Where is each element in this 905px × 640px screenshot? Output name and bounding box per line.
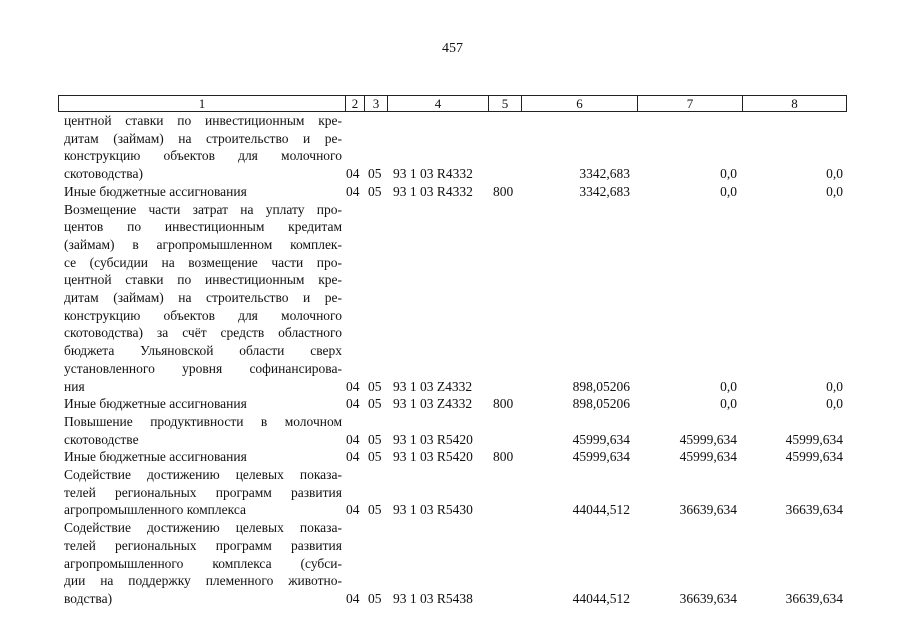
header-col-3: 3 <box>372 96 380 111</box>
amount-col-8: 0,0 <box>826 378 843 394</box>
amount-col-7: 45999,634 <box>679 431 737 447</box>
row-description: водства) <box>64 590 113 606</box>
amount-col-8: 0,0 <box>826 166 843 182</box>
row-description: центной ставки по инвестиционным кре- <box>64 272 342 288</box>
header-col-8: 8 <box>791 96 798 111</box>
row-description: агропромышленного комплекса <box>64 502 246 518</box>
razdel-code: 04 <box>346 378 360 394</box>
razdel-code: 04 <box>346 396 360 412</box>
expense-type-code: 800 <box>493 449 514 465</box>
table-row <box>0 361 905 378</box>
row-description: установленного уровня софинансирова- <box>64 360 342 376</box>
row-description: центов по инвестиционным кредитам <box>64 219 342 235</box>
table-row <box>0 148 905 165</box>
row-description: Содействие достижению целевых показа- <box>64 467 342 482</box>
amount-col-6: 898,05206 <box>572 396 630 412</box>
amount-col-8: 36639,634 <box>785 590 843 606</box>
table-row <box>0 113 905 130</box>
row-description: Иные бюджетные ассигнования <box>64 183 247 199</box>
row-description: конструкцию объектов для молочного <box>64 148 342 164</box>
razdel-code: 04 <box>346 183 360 199</box>
target-article-code: 93 1 03 R4332 <box>393 183 473 199</box>
target-article-code: 93 1 03 Z4332 <box>393 378 473 394</box>
row-description: Возмещение части затрат на уплату про- <box>64 201 342 217</box>
table-row <box>0 255 905 272</box>
podrazdel-code: 05 <box>368 166 382 182</box>
table-row <box>0 343 905 360</box>
podrazdel-code: 05 <box>368 378 382 394</box>
page-number: 457 <box>442 41 463 56</box>
amount-col-7: 45999,634 <box>679 449 737 465</box>
header-col-1: 1 <box>198 96 206 111</box>
row-description: конструкцию объектов для молочного <box>64 307 342 323</box>
podrazdel-code: 05 <box>368 590 382 606</box>
header-col-7: 7 <box>686 96 694 111</box>
row-description: центной ставки по инвестиционным кре- <box>64 113 342 128</box>
header-col-6: 6 <box>576 96 583 111</box>
table-row <box>0 467 905 484</box>
row-description: скотоводства) <box>64 166 143 182</box>
table-row <box>0 308 905 325</box>
target-article-code: 93 1 03 R4332 <box>393 166 473 182</box>
amount-col-6: 3342,683 <box>579 166 630 182</box>
amount-col-6: 45999,634 <box>572 431 630 447</box>
target-article-code: 93 1 03 R5420 <box>393 449 473 465</box>
header-col-4: 4 <box>434 96 442 111</box>
table-row <box>0 591 905 608</box>
table-row <box>0 538 905 555</box>
table-row <box>0 237 905 254</box>
table-row <box>0 202 905 219</box>
expense-type-code: 800 <box>493 396 514 412</box>
row-description: се (субсидии на возмещение части про- <box>64 254 342 270</box>
table-row <box>0 131 905 148</box>
row-description: Иные бюджетные ассигнования <box>64 396 247 412</box>
amount-col-6: 898,05206 <box>572 378 630 394</box>
table-row <box>0 166 905 183</box>
table-row <box>0 502 905 519</box>
row-description: Повышение продуктивности в молочном <box>64 413 342 429</box>
table-row <box>0 414 905 431</box>
amount-col-7: 36639,634 <box>679 502 737 518</box>
podrazdel-code: 05 <box>368 449 382 465</box>
table-row <box>0 520 905 537</box>
amount-col-7: 0,0 <box>720 183 737 199</box>
row-description: скотоводстве <box>64 431 139 447</box>
target-article-code: 93 1 03 R5438 <box>393 590 473 606</box>
row-description: скотоводства) за счёт средств областного <box>64 325 342 341</box>
amount-col-7: 0,0 <box>720 396 737 412</box>
header-col-2: 2 <box>351 96 359 111</box>
amount-col-8: 36639,634 <box>785 502 843 518</box>
table-row <box>0 573 905 590</box>
amount-col-8: 45999,634 <box>785 431 843 447</box>
razdel-code: 04 <box>346 431 360 447</box>
target-article-code: 93 1 03 R5420 <box>393 431 473 447</box>
table-row <box>0 184 905 201</box>
amount-col-7: 0,0 <box>720 166 737 182</box>
table-header <box>58 95 847 112</box>
expense-type-code: 800 <box>493 183 514 199</box>
row-description: Содействие достижению целевых показа- <box>64 520 342 536</box>
row-description: (займам) в агропромышленном комплек- <box>64 236 342 252</box>
table-row <box>0 432 905 449</box>
razdel-code: 04 <box>346 166 360 182</box>
amount-col-8: 0,0 <box>826 183 843 199</box>
table-row <box>0 325 905 342</box>
row-description: ния <box>64 378 85 394</box>
row-description: дии на поддержку племенного животно- <box>64 573 342 589</box>
table-row <box>0 556 905 573</box>
row-description: дитам (займам) на строительство и ре- <box>64 130 342 146</box>
row-description: телей региональных программ развития <box>64 537 342 553</box>
table-row <box>0 272 905 289</box>
row-description: дитам (займам) на строительство и ре- <box>64 290 342 305</box>
table-row <box>0 219 905 236</box>
amount-col-7: 0,0 <box>720 378 737 394</box>
amount-col-6: 45999,634 <box>572 449 630 465</box>
table-row <box>0 449 905 466</box>
amount-col-7: 36639,634 <box>679 590 737 606</box>
row-description: агропромышленного комплекса (субси- <box>64 555 342 571</box>
table-row <box>0 396 905 413</box>
row-description: бюджета Ульяновской области сверх <box>64 343 342 359</box>
amount-col-6: 3342,683 <box>579 183 630 199</box>
podrazdel-code: 05 <box>368 431 382 447</box>
razdel-code: 04 <box>346 449 360 465</box>
target-article-code: 93 1 03 R5430 <box>393 502 473 518</box>
table-row <box>0 290 905 307</box>
podrazdel-code: 05 <box>368 183 382 199</box>
table-row <box>0 379 905 396</box>
podrazdel-code: 05 <box>368 396 382 412</box>
header-col-5: 5 <box>501 96 509 111</box>
target-article-code: 93 1 03 Z4332 <box>393 396 473 412</box>
table-row <box>0 485 905 502</box>
razdel-code: 04 <box>346 502 360 518</box>
podrazdel-code: 05 <box>368 502 382 518</box>
razdel-code: 04 <box>346 590 360 606</box>
row-description: телей региональных программ развития <box>64 484 342 500</box>
amount-col-8: 45999,634 <box>785 449 843 465</box>
amount-col-6: 44044,512 <box>572 590 630 606</box>
row-description: Иные бюджетные ассигнования <box>64 449 247 465</box>
amount-col-6: 44044,512 <box>572 502 630 518</box>
amount-col-8: 0,0 <box>826 396 843 412</box>
